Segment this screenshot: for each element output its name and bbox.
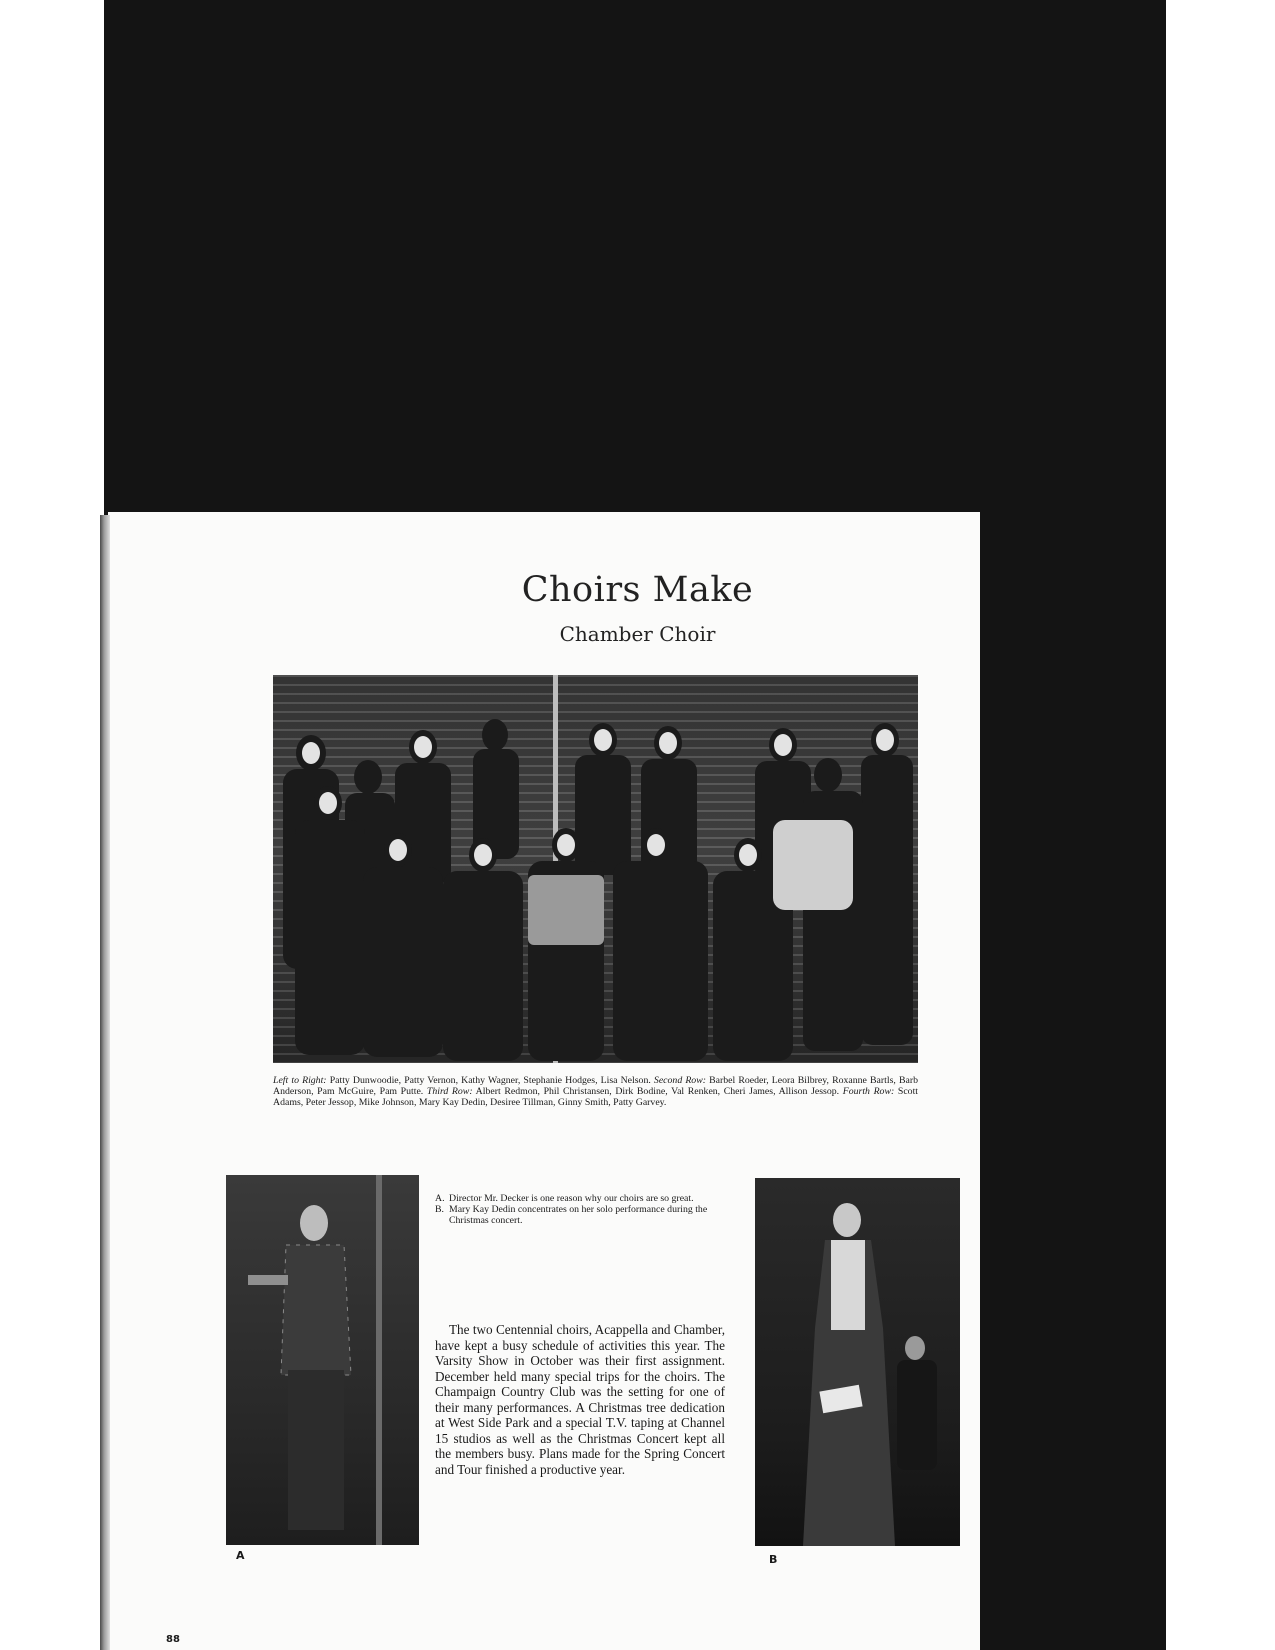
photo-note-a <box>435 1193 725 1204</box>
soloist-silhouette <box>755 1178 960 1546</box>
caption-row1-names: Patty Dunwoodie, Patty Vernon, Kathy Wagner, Stephanie Hodges, Lisa Nelson. <box>326 1075 654 1086</box>
caption-row3-label: Third Row: <box>426 1086 473 1097</box>
choir-members-silhouettes <box>273 675 918 1063</box>
page-number: 88 <box>166 1634 180 1645</box>
photo-b-soloist <box>755 1178 960 1546</box>
photo-note-b-text: Mary Kay Dedin concentrates on her solo performance during the Christmas concert. <box>449 1204 708 1226</box>
page-title: Choirs Make <box>521 570 754 610</box>
photo-a-director <box>226 1175 419 1545</box>
photo-note-a-key: A. <box>435 1193 445 1204</box>
photo-note-b <box>435 1204 725 1226</box>
photo-b-letter: B <box>769 1553 778 1566</box>
caption-row2-label: Second Row: <box>653 1075 707 1086</box>
group-photo <box>273 675 918 1063</box>
scan-dark-background-top <box>104 0 1166 515</box>
photo-a-letter: A <box>236 1549 245 1562</box>
caption-row1-label: Left to Right: <box>273 1075 327 1086</box>
page-subtitle: Chamber Choir <box>559 622 716 646</box>
caption-row3-names: Albert Redmon, Phil Christansen, Dirk Bodine, Val Renken, Cheri James, Allison Jessop. <box>472 1086 843 1097</box>
caption-row4-label: Fourth Row: <box>842 1086 895 1097</box>
photo-note-b-key: B. <box>435 1204 444 1215</box>
body-paragraph: The two Centennial choirs, Acappella and Chamber, have kept a busy schedule of activities this year. The Varsity Show in October was their first assignment. December held many special trips for the choirs. The Champaign Country Club was the setting for one of their many performances. A Christmas tree dedication at West Side Park and a special T.V. taping at Channel 15 studios as well as the Christmas Concert kept all the members busy. Plans made for the Spring Concert and Tour finished a productive year. <box>435 1322 725 1477</box>
caption-row2-names: Barbel Roeder, Leora Bilbrey, Roxanne Bartls, Barb Anderson, Pam McGuire, Pam Putte. <box>273 1075 919 1097</box>
scan-dark-background-right <box>978 505 1166 1650</box>
photo-notes <box>435 1193 725 1226</box>
director-silhouette <box>226 1175 419 1545</box>
photo-note-a-text: Director Mr. Decker is one reason why our choirs are so great. <box>449 1193 694 1204</box>
page-binding-edge <box>100 515 110 1650</box>
caption-row4-names: Scott Adams, Peter Jessop, Mike Johnson, Mary Kay Dedin, Desiree Tillman, Ginny Smith, Patty Garvey. <box>273 1086 919 1108</box>
group-photo-caption <box>273 1075 918 1108</box>
